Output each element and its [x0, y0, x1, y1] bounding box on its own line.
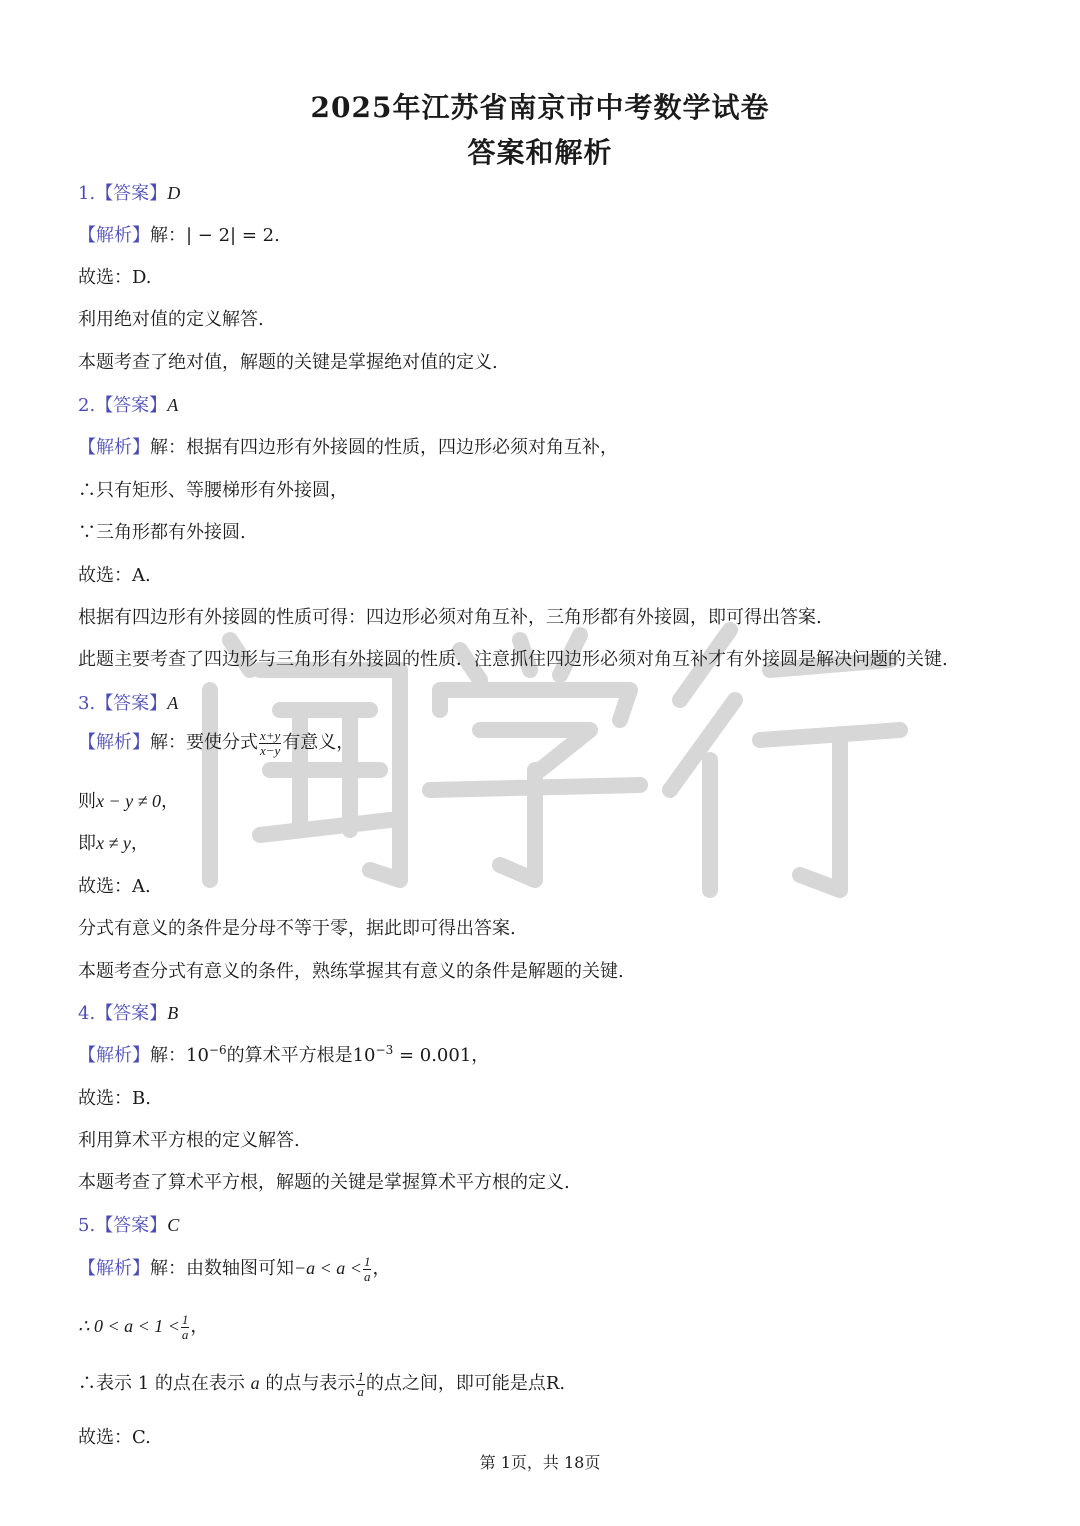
- q3-step1-post: ，: [161, 791, 180, 812]
- answer-label: 【答案】: [95, 1215, 168, 1236]
- q5-answer-line: [78, 1211, 179, 1237]
- analysis-label: 【解析】: [78, 1258, 150, 1279]
- answer-label: 【答案】: [95, 183, 168, 204]
- q3-analysis-pre: 解：要使分式: [150, 732, 258, 753]
- q5-step2-fraction: [356, 1370, 365, 1399]
- q5-answer-value: C: [167, 1215, 180, 1235]
- q3-fraction-denominator: x−y: [260, 742, 281, 758]
- q4-choice: 故选：B.: [78, 1088, 151, 1109]
- answer-label: 【答案】: [95, 1003, 168, 1024]
- q2-number: 2.: [78, 395, 96, 416]
- q5-fraction: [363, 1255, 372, 1284]
- q3-summary: 本题考查分式有意义的条件，熟练掌握其有意义的条件是解题的关键.: [78, 961, 624, 982]
- q5-fraction-numerator: 1: [363, 1253, 371, 1269]
- q1-analysis-line: [78, 221, 280, 247]
- q5-analysis-post: ，: [372, 1258, 391, 1279]
- q4-analysis-pre: 解：10: [150, 1045, 209, 1066]
- q3-number: 3.: [78, 693, 96, 714]
- q5-step1-fraction-numerator: 1: [181, 1311, 189, 1327]
- q2-answer-line: [78, 391, 178, 417]
- q5-number: 5.: [78, 1215, 96, 1236]
- q1-answer-line: [78, 179, 180, 205]
- q5-step2-fraction-denominator: a: [357, 1383, 364, 1399]
- q3-method: 分式有意义的条件是分母不等于零，据此即可得出答案.: [78, 918, 516, 939]
- q3-analysis-post: 有意义，: [282, 732, 355, 753]
- q4-answer-value: B: [167, 1003, 179, 1023]
- answer-label: 【答案】: [95, 395, 168, 416]
- q4-analysis-mid: 的算术平方根是10: [226, 1045, 376, 1066]
- q4-summary: 本题考查了算术平方根，解题的关键是掌握算术平方根的定义.: [78, 1172, 570, 1193]
- q3-step2-post: ，: [130, 833, 149, 854]
- document-title: 2025年江苏省南京市中考数学试卷: [310, 91, 770, 124]
- q4-method: 利用算术平方根的定义解答.: [78, 1130, 300, 1151]
- q1-choice: 故选：D.: [78, 267, 152, 288]
- q2-analysis-line: [78, 433, 618, 459]
- q1-summary: 本题考查了绝对值，解题的关键是掌握绝对值的定义.: [78, 352, 498, 373]
- q2-method: 根据有四边形有外接圆的性质可得：四边形必须对角互补，三角形都有外接圆，即可得出答案.: [78, 607, 822, 628]
- q1-analysis-text: 解：| − 2| = 2.: [150, 225, 280, 246]
- q1-method: 利用绝对值的定义解答.: [78, 309, 264, 330]
- q3-step2-math: x ≠ y: [96, 833, 131, 853]
- q1-number: 1.: [78, 183, 96, 204]
- analysis-label: 【解析】: [78, 732, 150, 753]
- q5-step2-pre: ∴表示 1 的点在表示: [78, 1373, 251, 1394]
- analysis-label: 【解析】: [78, 1045, 150, 1066]
- q4-analysis-post: = 0.001，: [393, 1045, 490, 1066]
- q5-step1-fraction: [181, 1313, 190, 1342]
- q5-step2-mid: 的点与表示: [259, 1373, 356, 1394]
- q2-step1: ∴只有矩形、等腰梯形有外接圆，: [78, 480, 348, 501]
- q1-answer-value: D: [167, 183, 181, 203]
- q3-step2-pre: 即: [78, 833, 96, 854]
- q2-step2: ∵三角形都有外接圆.: [78, 522, 246, 543]
- answer-label: 【答案】: [95, 693, 168, 714]
- q3-fraction: [259, 729, 281, 758]
- q5-analysis-math: −a < a <: [294, 1258, 362, 1278]
- q2-summary: 此题主要考查了四边形与三角形有外接圆的性质．注意抓住四边形必须对角互补才有外接圆是解决问题的关键.: [78, 649, 948, 670]
- q3-analysis-line: [78, 728, 354, 758]
- q3-step1: [78, 787, 179, 813]
- q4-exponent-2: −3: [375, 1043, 394, 1057]
- q4-answer-line: [78, 999, 178, 1025]
- q3-answer-value: A: [167, 693, 179, 713]
- q5-step1-fraction-denominator: a: [181, 1326, 189, 1342]
- q5-step1-math: ∴ 0 < a < 1 <: [78, 1316, 180, 1336]
- q5-step2: [78, 1369, 565, 1399]
- q5-step1-post: ，: [190, 1316, 209, 1337]
- document-subtitle: 答案和解析: [467, 136, 613, 169]
- q4-exponent-1: −6: [208, 1043, 227, 1057]
- q4-number: 4.: [78, 1003, 96, 1024]
- q3-fraction-numerator: x+y: [260, 727, 281, 743]
- q5-step2-post: 的点之间，即可能是点R.: [365, 1373, 566, 1394]
- q3-answer-line: [78, 689, 178, 715]
- q2-analysis-text: 解：根据有四边形有外接圆的性质，四边形必须对角互补，: [150, 437, 618, 458]
- q3-choice: 故选：A.: [78, 876, 151, 897]
- q5-step2-variable: a: [250, 1373, 260, 1393]
- q5-analysis-pre: 解：由数轴图可知: [150, 1258, 294, 1279]
- analysis-label: 【解析】: [78, 437, 150, 458]
- q2-answer-value: A: [167, 395, 179, 415]
- q3-step2: [78, 829, 149, 855]
- q5-step2-fraction-numerator: 1: [357, 1368, 364, 1384]
- q5-fraction-denominator: a: [363, 1268, 371, 1284]
- q4-analysis-line: [78, 1041, 489, 1067]
- page-footer: 第 1页，共 18页: [479, 1453, 601, 1472]
- analysis-label: 【解析】: [78, 225, 150, 246]
- q3-step1-math: x − y ≠ 0: [96, 791, 162, 811]
- q2-choice: 故选：A.: [78, 565, 151, 586]
- q3-step1-pre: 则: [78, 791, 96, 812]
- q5-analysis-line: [78, 1254, 390, 1284]
- q5-choice: 故选：C.: [78, 1427, 151, 1448]
- q5-step1: [78, 1312, 208, 1342]
